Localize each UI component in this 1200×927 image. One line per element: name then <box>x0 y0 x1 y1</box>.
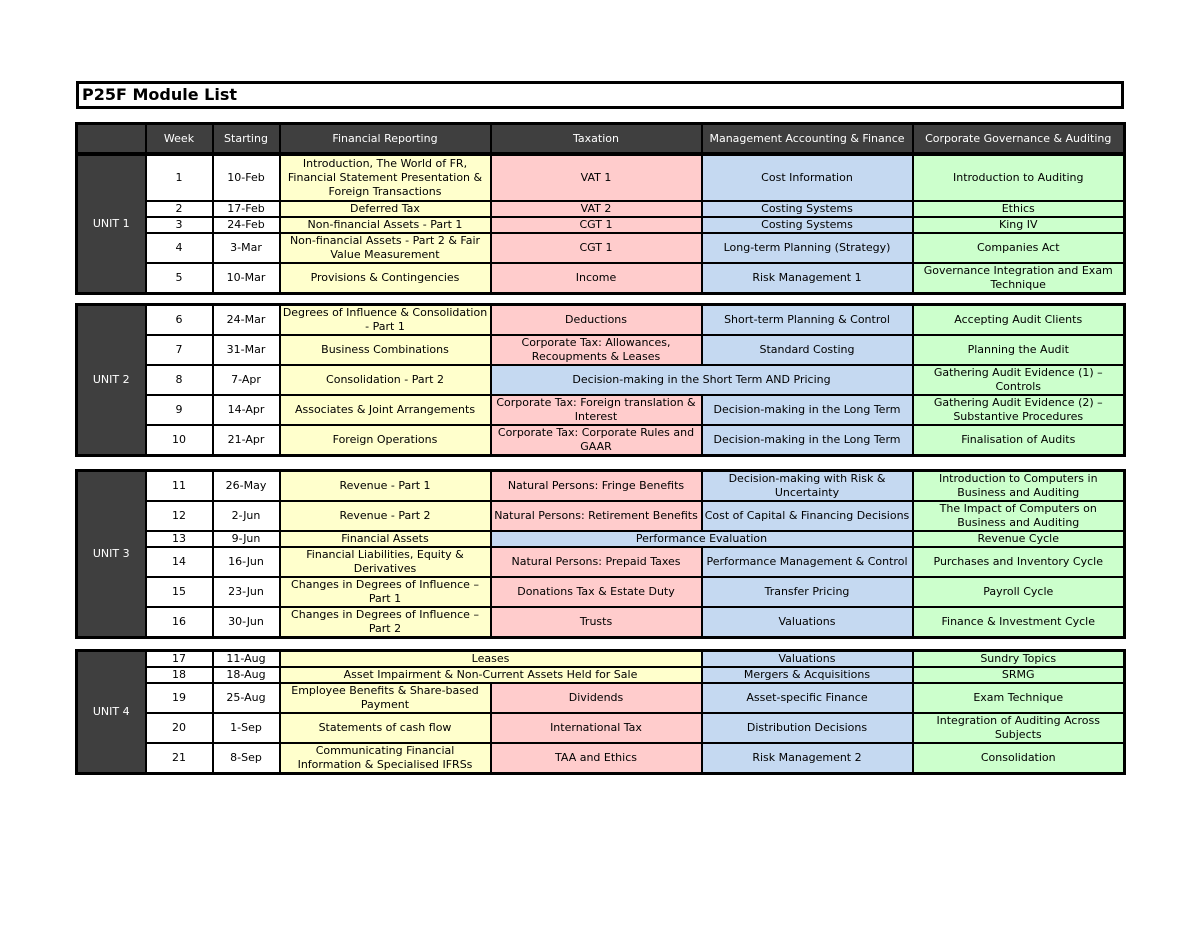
taxation-cell: Dividends <box>491 683 702 713</box>
starting-cell: 2-Jun <box>213 501 280 531</box>
financial-reporting-cell: Communicating Financial Information & Specialised IFRSs <box>280 743 491 774</box>
week-cell: 2 <box>146 201 213 217</box>
taxation-cell: Corporate Tax: Allowances, Recoupments & Leases <box>491 335 702 365</box>
table-row <box>77 667 1125 683</box>
starting-cell: 31-Mar <box>213 335 280 365</box>
management-accounting-cell: Transfer Pricing <box>702 577 913 607</box>
corporate-governance-cell: Introduction to Computers in Business and Auditing <box>913 471 1125 502</box>
week-cell: 19 <box>146 683 213 713</box>
taxation-cell: Donations Tax & Estate Duty <box>491 577 702 607</box>
financial-reporting-cell: Revenue - Part 1 <box>280 471 491 502</box>
taxation-cell: CGT 1 <box>491 233 702 263</box>
unit-2-table <box>75 303 1126 457</box>
table-row <box>77 201 1125 217</box>
week-cell: 14 <box>146 547 213 577</box>
week-cell: 13 <box>146 531 213 547</box>
management-accounting-cell: Decision-making in the Long Term <box>702 425 913 456</box>
table-row <box>77 547 1125 577</box>
financial-reporting-cell: Non-financial Assets - Part 1 <box>280 217 491 233</box>
table-row <box>77 395 1125 425</box>
corporate-governance-cell: Purchases and Inventory Cycle <box>913 547 1125 577</box>
taxation-management-cell: Performance Evaluation <box>491 531 913 547</box>
financial-reporting-cell: Employee Benefits & Share-based Payment <box>280 683 491 713</box>
table-row <box>77 471 1125 502</box>
taxation-cell: Deductions <box>491 305 702 336</box>
corporate-governance-cell: Governance Integration and Exam Technique <box>913 263 1125 294</box>
header-table <box>75 122 1126 155</box>
starting-cell: 10-Feb <box>213 155 280 201</box>
week-cell: 17 <box>146 651 213 668</box>
taxation-cell: Natural Persons: Fringe Benefits <box>491 471 702 502</box>
week-cell: 20 <box>146 713 213 743</box>
week-cell: 1 <box>146 155 213 201</box>
management-accounting-cell: Risk Management 2 <box>702 743 913 774</box>
corporate-governance-cell: Integration of Auditing Across Subjects <box>913 713 1125 743</box>
table-row <box>77 607 1125 638</box>
financial-reporting-cell: Asset Impairment & Non-Current Assets Held for Sale <box>280 667 702 683</box>
starting-cell: 18-Aug <box>213 667 280 683</box>
management-accounting-cell: Risk Management 1 <box>702 263 913 294</box>
table-row <box>77 263 1125 294</box>
management-accounting-cell: Costing Systems <box>702 217 913 233</box>
week-cell: 5 <box>146 263 213 294</box>
week-cell: 11 <box>146 471 213 502</box>
corporate-governance-cell: Finalisation of Audits <box>913 425 1125 456</box>
management-accounting-cell: Valuations <box>702 607 913 638</box>
management-accounting-cell: Long-term Planning (Strategy) <box>702 233 913 263</box>
financial-reporting-cell: Changes in Degrees of Influence – Part 1 <box>280 577 491 607</box>
corporate-governance-cell: Companies Act <box>913 233 1125 263</box>
unit-3-table <box>75 469 1126 639</box>
week-cell: 6 <box>146 305 213 336</box>
corporate-governance-cell: Revenue Cycle <box>913 531 1125 547</box>
management-accounting-cell: Mergers & Acquisitions <box>702 667 913 683</box>
taxation-cell: Income <box>491 263 702 294</box>
week-cell: 7 <box>146 335 213 365</box>
corporate-governance-cell: Introduction to Auditing <box>913 155 1125 201</box>
financial-reporting-cell: Changes in Degrees of Influence – Part 2 <box>280 607 491 638</box>
corporate-governance-cell: Ethics <box>913 201 1125 217</box>
financial-reporting-cell: Business Combinations <box>280 335 491 365</box>
starting-cell: 24-Mar <box>213 305 280 336</box>
corporate-governance-cell: Consolidation <box>913 743 1125 774</box>
financial-reporting-cell: Foreign Operations <box>280 425 491 456</box>
starting-cell: 8-Sep <box>213 743 280 774</box>
corporate-governance-cell: Accepting Audit Clients <box>913 305 1125 336</box>
financial-reporting-cell: Deferred Tax <box>280 201 491 217</box>
unit-label: UNIT 3 <box>77 471 146 638</box>
management-accounting-cell: Decision-making in the Long Term <box>702 395 913 425</box>
header-taxation: Taxation <box>491 124 702 154</box>
header-week: Week <box>146 124 213 154</box>
starting-cell: 1-Sep <box>213 713 280 743</box>
table-row <box>77 683 1125 713</box>
week-cell: 12 <box>146 501 213 531</box>
corporate-governance-cell: Sundry Topics <box>913 651 1125 668</box>
taxation-cell: CGT 1 <box>491 217 702 233</box>
week-cell: 8 <box>146 365 213 395</box>
taxation-cell: Corporate Tax: Foreign translation & Interest <box>491 395 702 425</box>
table-row <box>77 743 1125 774</box>
taxation-cell: Natural Persons: Prepaid Taxes <box>491 547 702 577</box>
financial-reporting-cell: Non-financial Assets - Part 2 & Fair Value Measurement <box>280 233 491 263</box>
financial-reporting-cell: Associates & Joint Arrangements <box>280 395 491 425</box>
taxation-cell: Natural Persons: Retirement Benefits <box>491 501 702 531</box>
starting-cell: 24-Feb <box>213 217 280 233</box>
starting-cell: 11-Aug <box>213 651 280 668</box>
starting-cell: 9-Jun <box>213 531 280 547</box>
financial-reporting-cell: Introduction, The World of FR, Financial Statement Presentation & Foreign Transactions <box>280 155 491 201</box>
table-row <box>77 217 1125 233</box>
starting-cell: 16-Jun <box>213 547 280 577</box>
corporate-governance-cell: Exam Technique <box>913 683 1125 713</box>
management-accounting-cell: Performance Management & Control <box>702 547 913 577</box>
title-box <box>76 81 1124 109</box>
financial-reporting-cell: Leases <box>280 651 702 668</box>
corporate-governance-cell: Finance & Investment Cycle <box>913 607 1125 638</box>
unit-label: UNIT 4 <box>77 651 146 774</box>
management-accounting-cell: Standard Costing <box>702 335 913 365</box>
table-row <box>77 155 1125 201</box>
week-cell: 9 <box>146 395 213 425</box>
corporate-governance-cell: Gathering Audit Evidence (2) – Substantive Procedures <box>913 395 1125 425</box>
week-cell: 4 <box>146 233 213 263</box>
unit-4-table <box>75 649 1126 775</box>
header-management-accounting: Management Accounting & Finance <box>702 124 913 154</box>
corporate-governance-cell: King IV <box>913 217 1125 233</box>
management-accounting-cell: Cost Information <box>702 155 913 201</box>
management-accounting-cell: Cost of Capital & Financing Decisions <box>702 501 913 531</box>
starting-cell: 21-Apr <box>213 425 280 456</box>
financial-reporting-cell: Provisions & Contingencies <box>280 263 491 294</box>
header-corporate-governance: Corporate Governance & Auditing <box>913 124 1125 154</box>
starting-cell: 25-Aug <box>213 683 280 713</box>
table-row <box>77 501 1125 531</box>
starting-cell: 3-Mar <box>213 233 280 263</box>
management-accounting-cell: Asset-specific Finance <box>702 683 913 713</box>
unit-1-table <box>75 153 1126 295</box>
management-accounting-cell: Distribution Decisions <box>702 713 913 743</box>
financial-reporting-cell: Revenue - Part 2 <box>280 501 491 531</box>
taxation-cell: TAA and Ethics <box>491 743 702 774</box>
table-row <box>77 577 1125 607</box>
corporate-governance-cell: SRMG <box>913 667 1125 683</box>
starting-cell: 7-Apr <box>213 365 280 395</box>
financial-reporting-cell: Degrees of Influence & Consolidation - Part 1 <box>280 305 491 336</box>
week-cell: 3 <box>146 217 213 233</box>
starting-cell: 17-Feb <box>213 201 280 217</box>
starting-cell: 23-Jun <box>213 577 280 607</box>
management-accounting-cell: Short-term Planning & Control <box>702 305 913 336</box>
corporate-governance-cell: Payroll Cycle <box>913 577 1125 607</box>
financial-reporting-cell: Consolidation - Part 2 <box>280 365 491 395</box>
table-row <box>77 365 1125 395</box>
table-row <box>77 531 1125 547</box>
table-row <box>77 305 1125 336</box>
unit-label: UNIT 2 <box>77 305 146 456</box>
taxation-cell: Corporate Tax: Corporate Rules and GAAR <box>491 425 702 456</box>
management-accounting-cell: Costing Systems <box>702 201 913 217</box>
taxation-cell: VAT 1 <box>491 155 702 201</box>
starting-cell: 14-Apr <box>213 395 280 425</box>
week-cell: 15 <box>146 577 213 607</box>
taxation-cell: VAT 2 <box>491 201 702 217</box>
page-title: P25F Module List <box>82 85 238 104</box>
corporate-governance-cell: Gathering Audit Evidence (1) – Controls <box>913 365 1125 395</box>
table-row <box>77 233 1125 263</box>
week-cell: 16 <box>146 607 213 638</box>
week-cell: 10 <box>146 425 213 456</box>
week-cell: 21 <box>146 743 213 774</box>
starting-cell: 30-Jun <box>213 607 280 638</box>
header-unit-cell <box>77 124 146 154</box>
starting-cell: 10-Mar <box>213 263 280 294</box>
week-cell: 18 <box>146 667 213 683</box>
financial-reporting-cell: Financial Liabilities, Equity & Derivatives <box>280 547 491 577</box>
header-starting: Starting <box>213 124 280 154</box>
starting-cell: 26-May <box>213 471 280 502</box>
unit-label: UNIT 1 <box>77 155 146 294</box>
taxation-cell: International Tax <box>491 713 702 743</box>
corporate-governance-cell: The Impact of Computers on Business and Auditing <box>913 501 1125 531</box>
taxation-cell: Trusts <box>491 607 702 638</box>
header-financial-reporting: Financial Reporting <box>280 124 491 154</box>
management-accounting-cell: Valuations <box>702 651 913 668</box>
corporate-governance-cell: Planning the Audit <box>913 335 1125 365</box>
financial-reporting-cell: Statements of cash flow <box>280 713 491 743</box>
taxation-management-cell: Decision-making in the Short Term AND Pricing <box>491 365 913 395</box>
table-row <box>77 335 1125 365</box>
management-accounting-cell: Decision-making with Risk & Uncertainty <box>702 471 913 502</box>
table-row <box>77 713 1125 743</box>
financial-reporting-cell: Financial Assets <box>280 531 491 547</box>
table-row <box>77 651 1125 668</box>
table-row <box>77 425 1125 456</box>
